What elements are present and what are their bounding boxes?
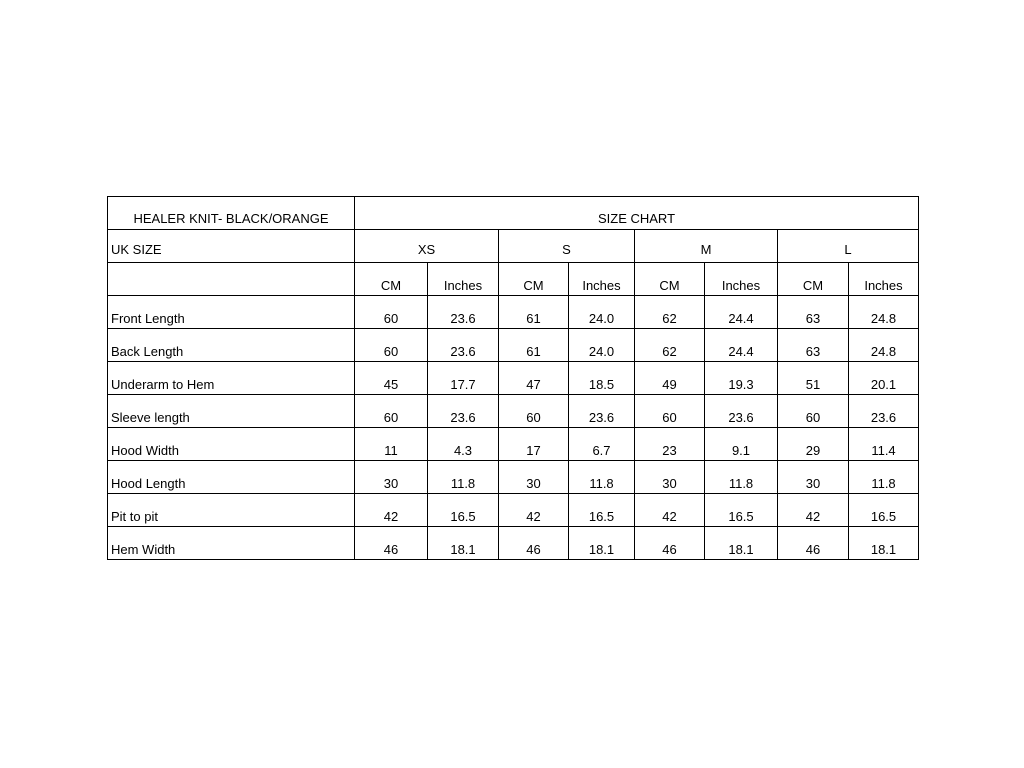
unit-header: Inches bbox=[849, 263, 919, 296]
table-row bbox=[108, 527, 919, 560]
measurement-value: 18.1 bbox=[705, 527, 778, 560]
measurement-value: 11.4 bbox=[849, 428, 919, 461]
unit-header: CM bbox=[778, 263, 849, 296]
measurement-value: 18.1 bbox=[428, 527, 499, 560]
measurement-value: 16.5 bbox=[569, 494, 635, 527]
measurement-value: 45 bbox=[355, 362, 428, 395]
measurement-value: 51 bbox=[778, 362, 849, 395]
measurement-value: 11.8 bbox=[428, 461, 499, 494]
measurement-value: 46 bbox=[778, 527, 849, 560]
chart-title: SIZE CHART bbox=[355, 197, 919, 230]
size-chart-table bbox=[107, 196, 919, 560]
measurement-value: 23.6 bbox=[849, 395, 919, 428]
measurement-value: 24.8 bbox=[849, 329, 919, 362]
table-row bbox=[108, 428, 919, 461]
measurement-value: 30 bbox=[355, 461, 428, 494]
measurement-value: 6.7 bbox=[569, 428, 635, 461]
size-header: L bbox=[778, 230, 919, 263]
size-header: M bbox=[635, 230, 778, 263]
table-row bbox=[108, 494, 919, 527]
unit-header: Inches bbox=[705, 263, 778, 296]
table-row bbox=[108, 296, 919, 329]
measurement-label: Hem Width bbox=[108, 527, 355, 560]
product-title: HEALER KNIT- BLACK/ORANGE bbox=[108, 197, 355, 230]
measurement-value: 30 bbox=[635, 461, 705, 494]
measurement-label: Back Length bbox=[108, 329, 355, 362]
measurement-value: 11.8 bbox=[849, 461, 919, 494]
measurement-value: 61 bbox=[499, 329, 569, 362]
measurement-value: 60 bbox=[355, 395, 428, 428]
measurement-value: 19.3 bbox=[705, 362, 778, 395]
unit-header: CM bbox=[355, 263, 428, 296]
measurement-value: 23.6 bbox=[569, 395, 635, 428]
measurement-value: 16.5 bbox=[428, 494, 499, 527]
measurement-value: 24.0 bbox=[569, 329, 635, 362]
size-header: XS bbox=[355, 230, 499, 263]
measurement-value: 62 bbox=[635, 296, 705, 329]
measurement-value: 18.1 bbox=[849, 527, 919, 560]
measurement-label: Underarm to Hem bbox=[108, 362, 355, 395]
measurement-value: 63 bbox=[778, 329, 849, 362]
measurement-value: 23.6 bbox=[428, 395, 499, 428]
measurement-value: 46 bbox=[499, 527, 569, 560]
measurement-value: 11.8 bbox=[569, 461, 635, 494]
measurement-label: Hood Length bbox=[108, 461, 355, 494]
measurement-value: 18.1 bbox=[569, 527, 635, 560]
table-row bbox=[108, 329, 919, 362]
measurement-value: 42 bbox=[778, 494, 849, 527]
measurement-value: 24.4 bbox=[705, 296, 778, 329]
measurement-label: Sleeve length bbox=[108, 395, 355, 428]
measurement-value: 24.4 bbox=[705, 329, 778, 362]
measurement-value: 4.3 bbox=[428, 428, 499, 461]
unit-header: Inches bbox=[569, 263, 635, 296]
measurement-value: 60 bbox=[635, 395, 705, 428]
measurement-value: 11 bbox=[355, 428, 428, 461]
unit-header: Inches bbox=[428, 263, 499, 296]
unit-row bbox=[108, 263, 919, 296]
measurement-value: 11.8 bbox=[705, 461, 778, 494]
measurement-value: 42 bbox=[635, 494, 705, 527]
measurement-value: 61 bbox=[499, 296, 569, 329]
measurement-value: 24.8 bbox=[849, 296, 919, 329]
measurement-value: 17 bbox=[499, 428, 569, 461]
size-header: S bbox=[499, 230, 635, 263]
table-row bbox=[108, 362, 919, 395]
table-row bbox=[108, 461, 919, 494]
measurement-value: 17.7 bbox=[428, 362, 499, 395]
measurement-value: 49 bbox=[635, 362, 705, 395]
measurement-value: 29 bbox=[778, 428, 849, 461]
unit-row-label-empty bbox=[108, 263, 355, 296]
measurement-value: 9.1 bbox=[705, 428, 778, 461]
measurement-value: 46 bbox=[635, 527, 705, 560]
measurement-value: 20.1 bbox=[849, 362, 919, 395]
measurement-value: 62 bbox=[635, 329, 705, 362]
measurement-value: 60 bbox=[355, 296, 428, 329]
title-row bbox=[108, 197, 919, 230]
measurement-value: 23.6 bbox=[428, 329, 499, 362]
measurement-value: 60 bbox=[499, 395, 569, 428]
measurement-value: 30 bbox=[499, 461, 569, 494]
measurement-value: 42 bbox=[499, 494, 569, 527]
measurement-value: 46 bbox=[355, 527, 428, 560]
measurement-value: 63 bbox=[778, 296, 849, 329]
measurement-value: 16.5 bbox=[705, 494, 778, 527]
measurement-value: 23 bbox=[635, 428, 705, 461]
measurement-value: 16.5 bbox=[849, 494, 919, 527]
unit-header: CM bbox=[635, 263, 705, 296]
measurement-value: 30 bbox=[778, 461, 849, 494]
measurement-label: Pit to pit bbox=[108, 494, 355, 527]
measurement-value: 42 bbox=[355, 494, 428, 527]
measurement-value: 18.5 bbox=[569, 362, 635, 395]
measurement-value: 23.6 bbox=[705, 395, 778, 428]
size-row bbox=[108, 230, 919, 263]
measurement-value: 23.6 bbox=[428, 296, 499, 329]
measurement-label: Hood Width bbox=[108, 428, 355, 461]
measurement-value: 60 bbox=[355, 329, 428, 362]
measurement-value: 24.0 bbox=[569, 296, 635, 329]
unit-header: CM bbox=[499, 263, 569, 296]
table-row bbox=[108, 395, 919, 428]
measurement-label: Front Length bbox=[108, 296, 355, 329]
measurement-value: 60 bbox=[778, 395, 849, 428]
size-row-label: UK SIZE bbox=[108, 230, 355, 263]
measurement-value: 47 bbox=[499, 362, 569, 395]
